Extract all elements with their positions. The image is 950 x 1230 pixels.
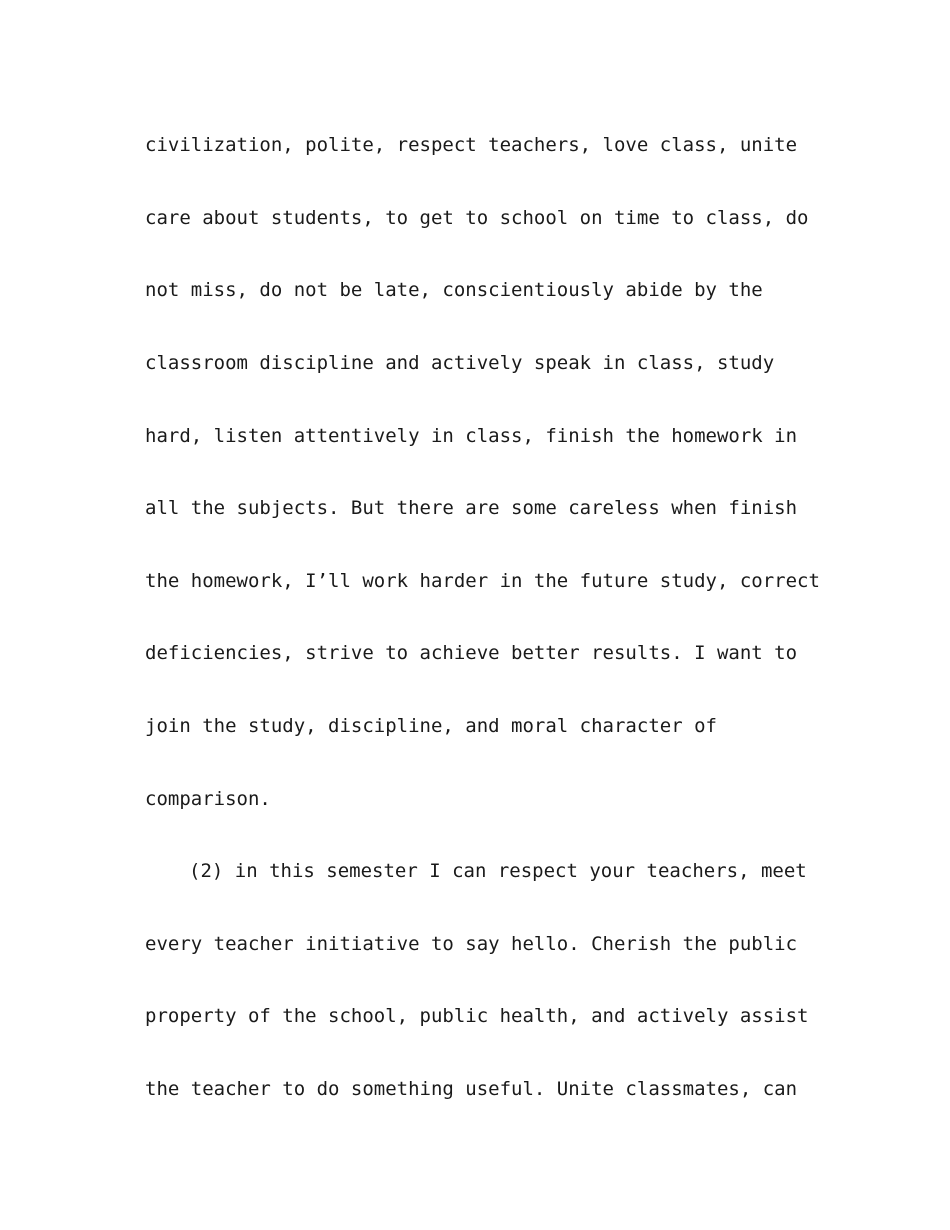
paragraph-line: hard, listen attentively in class, finish the homework in [145, 425, 798, 447]
paragraph-line: property of the school, public health, and actively assist [145, 1005, 809, 1027]
paragraph-line: the teacher to do something useful. Unite classmates, can [145, 1078, 798, 1100]
paragraph-line: deficiencies, strive to achieve better results. I want to [145, 642, 798, 664]
paragraph-line: the homework, I’ll work harder in the future study, correct [145, 570, 820, 592]
paragraph-line: classroom discipline and actively speak in class, study [145, 352, 775, 374]
paragraph-line: care about students, to get to school on time to class, do [145, 207, 809, 229]
paragraph-line: join the study, discipline, and moral character of [145, 715, 717, 737]
paragraph-line: (2) in this semester I can respect your teachers, meet [189, 860, 807, 882]
paragraph-line: civilization, polite, respect teachers, love class, unite [145, 134, 798, 156]
paragraph-line: every teacher initiative to say hello. Cherish the public [145, 933, 798, 955]
paragraph-line: not miss, do not be late, conscientiously abide by the [145, 279, 763, 301]
paragraph-line: comparison. [145, 788, 271, 810]
paragraph-line: all the subjects. But there are some careless when finish [145, 497, 798, 519]
